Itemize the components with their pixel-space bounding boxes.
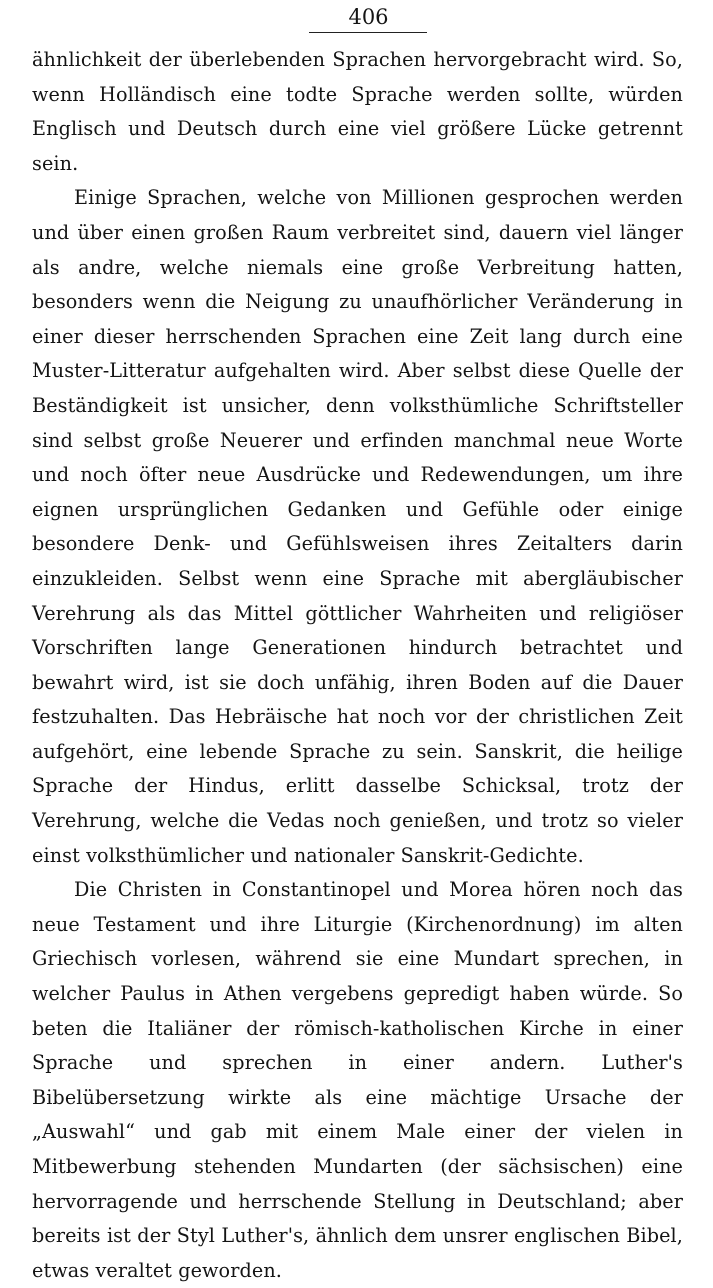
paragraph-christians-constantinople: Die Christen in Constantinopel und Morea hören noch das neue Testament und ihre Liturgie (Kirchenordnung) im alten Griechisch vorlesen, während sie eine Mundart sprechen, in welcher Paulus in Athen vergebens gepredigt haben würde. So beten die Italiäner der römisch-katholischen Kirche in einer Sprache und sprechen in einer andern. Luther's Bibelübersetzung wirkte als eine mächtige Ursache der „Auswahl“ und gab mit einem Male einer der vielen in Mitbewerbung stehenden Mundarten (der sächsischen) eine hervorragende und herrschende Stellung in Deutschland; aber bereits ist der Styl Luther's, ähnlich dem unsrer englischen Bibel, etwas veraltet geworden. [32, 878, 683, 1282]
paragraph-languages-duration: Einige Sprachen, welche von Millionen gesprochen werden und über einen großen Raum verbreitet sind, dauern viel länger als andre, welche niemals eine große Verbreitung hatten, besonders wenn die Neigung zu unaufhörlicher Veränderung in einer dieser herrschenden Sprachen eine Zeit lang durch eine Muster-Litteratur aufgehalten wird. Aber selbst diese Quelle der Beständigkeit ist unsicher, denn volksthümliche Schriftsteller sind selbst große Neuerer und erfinden manchmal neue Worte und noch öfter neue Ausdrücke und Redewendungen, um ihre eignen ursprünglichen Gedanken und Gefühle oder einige besondere Denk- und Gefühlsweisen ihres Zeitalters darin einzukleiden. Selbst wenn eine Sprache mit abergläubischer Verehrung als das Mittel göttlicher Wahrheiten und religiöser Vorschriften lange Generationen hindurch betrachtet und bewahrt wird, ist sie doch unfähig, ihren Boden auf die Dauer festzuhalten. Das Hebräische hat noch vor der christlichen Zeit aufgehört, eine lebende Sprache zu sein. Sanskrit, die heilige Sprache der Hindus, erlitt dasselbe Schicksal, trotz der Verehrung, welche die Vedas noch genießen, und trotz so vieler einst volksthümlicher und nationaler Sanskrit-Gedichte. [32, 186, 683, 867]
paragraph-continuation: ähnlichkeit der überlebenden Sprachen hervorgebracht wird. So, wenn Holländisch eine todte Sprache werden sollte, würden Englisch und Deutsch durch eine viel größere Lücke getrennt sein. [32, 48, 683, 175]
body-text [32, 43, 683, 1288]
header-rule [309, 32, 427, 33]
page-number: 406 [348, 5, 389, 29]
